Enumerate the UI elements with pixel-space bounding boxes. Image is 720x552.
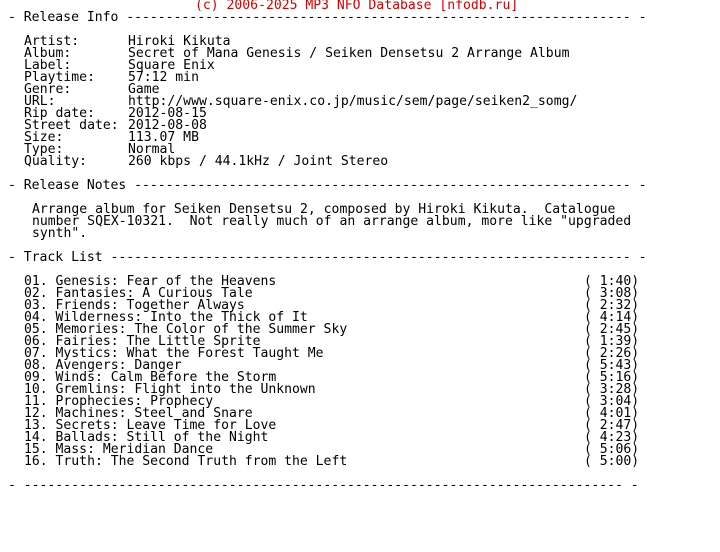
info-value: 57:12 min [128, 70, 199, 85]
info-value: 2012-08-08 [128, 118, 207, 133]
track-title: 05. Memories: The Color of the Summer Sky [24, 322, 348, 337]
track-title: 13. Secrets: Leave Time for Love [24, 418, 277, 433]
track-title: 01. Genesis: Fear of the Heavens [24, 274, 277, 289]
release-notes-line: Arrange album for Seiken Densetsu 2, composed by Hiroki Kikuta. Catalogue [32, 202, 616, 217]
info-key: Playtime: [24, 70, 95, 85]
track-time: ( 4:23) [584, 430, 640, 445]
info-key: Quality: [24, 154, 88, 169]
track-title: 07. Mystics: What the Forest Taught Me [24, 346, 324, 361]
track-time: ( 1:39) [584, 334, 640, 349]
info-value: Hiroki Kikuta [128, 34, 231, 49]
info-key: Type: [24, 142, 64, 157]
track-title: 16. Truth: The Second Truth from the Left [24, 454, 348, 469]
info-value: Secret of Mana Genesis / Seiken Densetsu 2 Arrange Album [128, 46, 570, 61]
track-time: ( 5:16) [584, 370, 640, 385]
track-time: ( 2:32) [584, 298, 640, 313]
track-list-header: - Track List ------------------------------------------------------------------ - [8, 250, 647, 265]
info-key: Artist: [24, 34, 80, 49]
track-time: ( 2:26) [584, 346, 640, 361]
track-time: ( 4:14) [584, 310, 640, 325]
track-time: ( 3:28) [584, 382, 640, 397]
track-title: 14. Ballads: Still of the Night [24, 430, 269, 445]
track-title: 10. Gremlins: Flight into the Unknown [24, 382, 316, 397]
track-title: 15. Mass: Meridian Dance [24, 442, 214, 457]
info-value: Normal [128, 142, 176, 157]
info-value: 2012-08-15 [128, 106, 207, 121]
info-key: Rip date: [24, 106, 95, 121]
track-time: ( 5:00) [584, 454, 640, 469]
track-time: ( 3:08) [584, 286, 640, 301]
info-key: Size: [24, 130, 64, 145]
track-title: 03. Friends: Together Always [24, 298, 245, 313]
info-value: Square Enix [128, 58, 215, 73]
release-info-header: - Release Info ---------------------------------------------------------------- - [8, 10, 647, 25]
track-title: 08. Avengers: Danger [24, 358, 182, 373]
info-value: 113.07 MB [128, 130, 199, 145]
release-notes-line: synth". [32, 226, 88, 241]
track-title: 04. Wilderness: Into the Thick of It [24, 310, 308, 325]
release-notes-header: - Release Notes --------------------------------------------------------------- - [8, 178, 647, 193]
info-key: URL: [24, 94, 56, 109]
info-key: Street date: [24, 118, 119, 133]
track-time: ( 5:06) [584, 442, 640, 457]
footer-divider: - ---------------------------------------------------------------------------- - [8, 478, 639, 493]
track-time: ( 2:45) [584, 322, 640, 337]
info-key: Album: [24, 46, 72, 61]
track-time: ( 4:01) [584, 406, 640, 421]
track-time: ( 3:04) [584, 394, 640, 409]
track-title: 12. Machines: Steel and Snare [24, 406, 253, 421]
copyright-line: (c) 2006-2025 MP3 NFO Database [nfodb.ru] [195, 0, 519, 13]
info-value: 260 kbps / 44.1kHz / Joint Stereo [128, 154, 389, 169]
track-title: 11. Prophecies: Prophecy [24, 394, 214, 409]
info-value: Game [128, 82, 160, 97]
track-title: 02. Fantasies: A Curious Tale [24, 286, 253, 301]
track-title: 09. Winds: Calm Before the Storm [24, 370, 277, 385]
track-time: ( 1:40) [584, 274, 640, 289]
info-key: Label: [24, 58, 72, 73]
track-title: 06. Fairies: The Little Sprite [24, 334, 261, 349]
track-time: ( 2:47) [584, 418, 640, 433]
info-value: http://www.square-enix.co.jp/music/sem/page/seiken2_somg/ [128, 94, 578, 109]
release-notes-line: number SQEX-10321. Not really much of an arrange album, more like "upgraded [32, 214, 632, 229]
track-time: ( 5:43) [584, 358, 640, 373]
info-key: Genre: [24, 82, 72, 97]
